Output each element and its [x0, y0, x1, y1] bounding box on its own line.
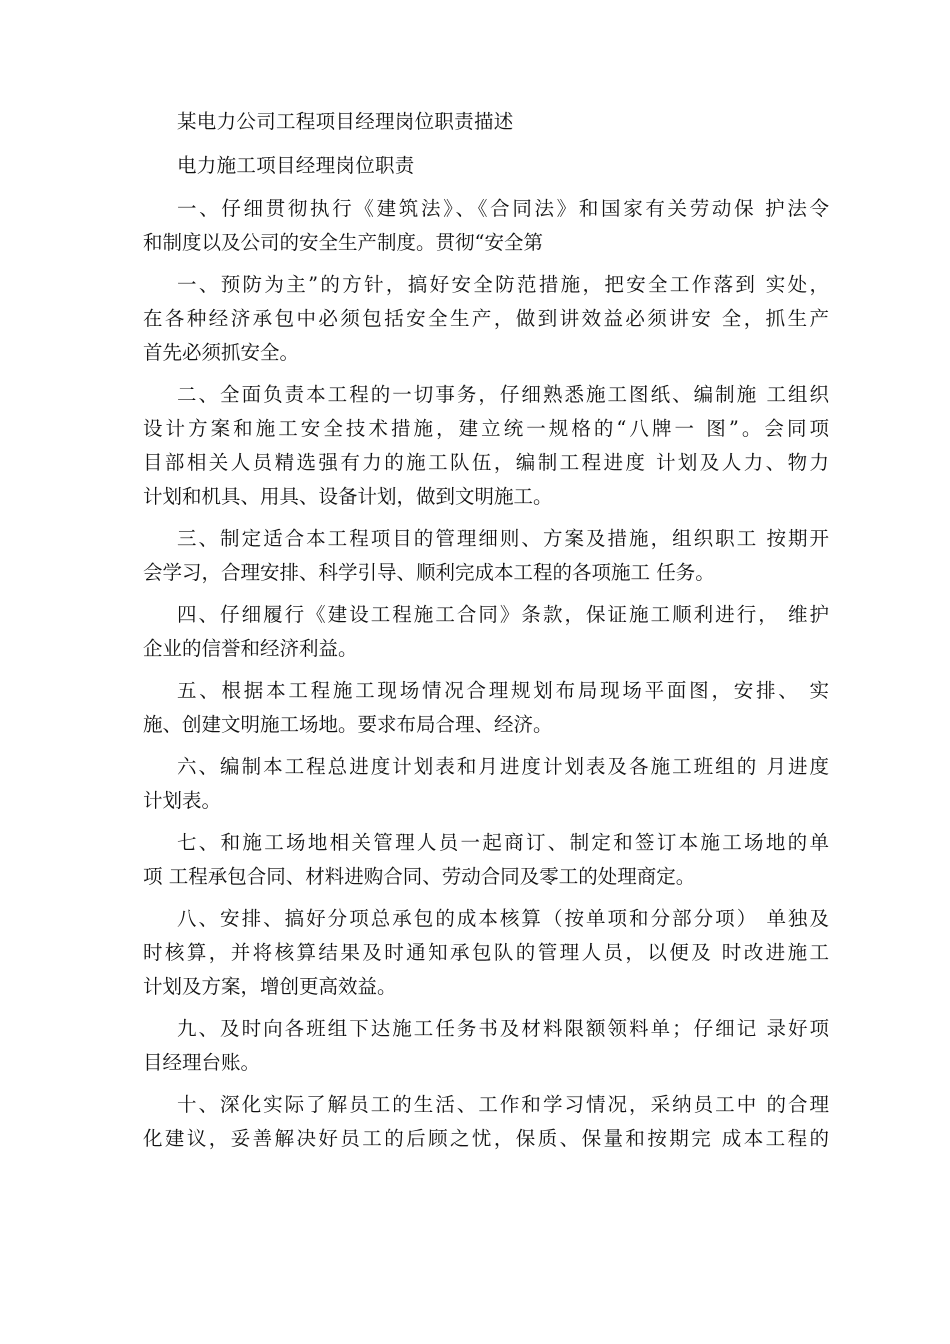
- paragraph-10: [143, 1012, 829, 1080]
- paragraph-line: 计划和机具、用具、设备计划，做到文明施工。: [143, 485, 553, 508]
- document-subtitle: 电力施工项目经理岗位职责: [177, 154, 415, 177]
- paragraph-line: 企业的信誉和经济利益。: [143, 637, 358, 660]
- paragraph-line: 三、制定适合本工程项目的管理细则、方案及措施，组织职工 按期开: [177, 527, 829, 550]
- paragraph-line: 计划及方案，增创更高效益。: [143, 975, 397, 998]
- paragraph-line: 首先必须抓安全。: [143, 341, 300, 364]
- paragraph-9: [143, 902, 829, 1004]
- paragraph-line: 一、仔细贯彻执行《建筑法》、《合同法》和国家有关劳动保 护法令: [177, 197, 829, 220]
- paragraph-6: [143, 674, 829, 742]
- paragraph-11: [143, 1088, 829, 1156]
- paragraph-line: 一、预防为主”的方针，搞好安全防范措施，把安全工作落到 实处，: [177, 273, 829, 296]
- paragraph-line: 四、仔细履行《建设工程施工合同》条款，保证施工顺利进行， 维护: [177, 603, 829, 626]
- paragraph-5: [143, 598, 829, 666]
- paragraph-4: [143, 522, 829, 590]
- paragraph-line: 在各种经济承包中必须包括安全生产，做到讲效益必须讲安 全，抓生产: [143, 307, 829, 330]
- paragraph-line: 计划表。: [143, 789, 222, 812]
- paragraph-7: [143, 750, 829, 818]
- paragraph-line: 设计方案和施工安全技术措施，建立统一规格的“八牌一 图”。会同项: [143, 417, 829, 440]
- paragraph-line: 施、创建文明施工场地。要求布局合理、经济。: [143, 713, 553, 736]
- paragraph-line: 二、全面负责本工程的一切事务，仔细熟悉施工图纸、编制施 工组织: [177, 383, 829, 406]
- paragraph-8: [143, 826, 829, 894]
- paragraph-line: 六、编制本工程总进度计划表和月进度计划表及各施工班组的 月进度: [177, 755, 829, 778]
- paragraph-line: 八、安排、搞好分项总承包的成本核算（按单项和分部分项） 单独及: [177, 907, 829, 930]
- paragraph-line: 九、及时向各班组下达施工任务书及材料限额领料单；仔细记 录好项: [177, 1017, 829, 1040]
- paragraph-line: 项 工程承包合同、材料进购合同、劳动合同及零工的处理商定。: [143, 865, 696, 888]
- paragraph-1: [143, 192, 829, 260]
- paragraph-line: 目经理台账。: [143, 1051, 261, 1074]
- paragraph-line: 化建议，妥善解决好员工的后顾之忧，保质、保量和按期完 成本工程的: [143, 1127, 829, 1150]
- paragraph-line: 会学习，合理安排、科学引导、顺利完成本工程的各项施工 任务。: [143, 561, 715, 584]
- paragraph-line: 十、深化实际了解员工的生活、工作和学习情况，采纳员工中 的合理: [177, 1093, 829, 1116]
- paragraph-line: 和制度以及公司的安全生产制度。贯彻“安全第: [143, 231, 543, 254]
- document-title: 某电力公司工程项目经理岗位职责描述: [177, 110, 514, 133]
- paragraph-3: [143, 378, 829, 514]
- paragraph-2: [143, 268, 829, 370]
- paragraph-line: 五、根据本工程施工现场情况合理规划布局现场平面图，安排、 实: [177, 679, 829, 702]
- paragraph-line: 时核算，并将核算结果及时通知承包队的管理人员，以便及 时改进施工: [143, 941, 829, 964]
- paragraph-line: 七、和施工场地相关管理人员一起商订、制定和签订本施工场地的单: [177, 831, 829, 854]
- document-body: [143, 104, 829, 1164]
- paragraph-line: 目部相关人员精选强有力的施工队伍，编制工程进度 计划及人力、物力: [143, 451, 829, 474]
